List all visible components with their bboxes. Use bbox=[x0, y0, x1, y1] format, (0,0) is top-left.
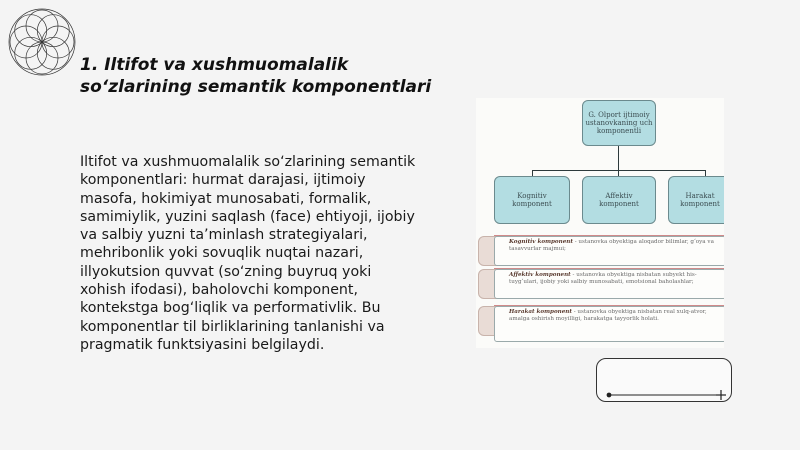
description-action-head: Harakat komponent bbox=[509, 309, 572, 315]
connector-vertical-main bbox=[618, 146, 619, 170]
diagram-box-cognitive-label: Kognitiv komponent bbox=[512, 192, 552, 208]
line-scale-icon bbox=[597, 359, 731, 401]
slide-body-text: Iltifot va xushmuomalalik so‘zlarining semantik komponentlari: hurmat darajasi, ijtimoiy masofa, hokimiyat munosabati, formalik, samimiylik, yuzini saqlash (face) ehtiyoji, ijobiy va salbiy yuzni ta’minlash strategiyalari, mehribonlik yoki sovuqlik nuqtai nazari, illyokutsion quvvat (so‘zning buyruq yoki xohish ifodasi), baholovchi komponent, kontekstga bog‘liqlik va performativlik. Bu komponentlar til birliklarining tanlanishi va pragmatik funktsiyasini belgilaydi. bbox=[80, 154, 416, 353]
circle-ornament-icon bbox=[4, 4, 80, 80]
description-cognitive bbox=[494, 236, 724, 266]
diagram-top-box-label: G. Olport ijtimoiy ustanovkaning uch komponentli bbox=[585, 111, 653, 135]
description-action-text: - ustanovka obyektiga nisbatan real xulq-atvor, amalga oshirish moyilligi, harakatga tayyorlik holati. bbox=[509, 309, 707, 322]
description-cognitive-text: - ustanovka obyektiga aloqador bilimlar, g‘oya va tasavvurlar majmui; bbox=[509, 239, 714, 252]
connector-horizontal bbox=[532, 170, 706, 171]
component-diagram-figure bbox=[476, 98, 724, 348]
description-cognitive-head: Kognitiv komponent bbox=[509, 239, 573, 245]
diagram-box-action-label: Harakat komponent bbox=[680, 192, 720, 208]
description-affective bbox=[494, 269, 724, 299]
description-affective-head: Affektiv komponent bbox=[509, 272, 571, 278]
slide-title bbox=[80, 54, 440, 98]
diagram-top-box bbox=[582, 100, 656, 146]
slide-title-line-1: 1. Iltifot va xushmuomalalik bbox=[80, 55, 349, 75]
diagram-box-cognitive bbox=[494, 176, 570, 224]
description-action bbox=[494, 306, 724, 342]
description-affective-text: - ustanovka obyektiga nisbatan subyekt his-tuyg‘ulari, ijobiy yoki salbiy munosabati, emotsional baholashlar; bbox=[509, 272, 697, 285]
diagram-box-affective-label: Affektiv komponent bbox=[599, 192, 639, 208]
diagram-box-action bbox=[668, 176, 724, 224]
slide-title-line-2: so‘zlarining semantik komponentlari bbox=[80, 77, 432, 97]
line-scale-widget bbox=[596, 358, 732, 402]
diagram-box-affective bbox=[582, 176, 656, 224]
